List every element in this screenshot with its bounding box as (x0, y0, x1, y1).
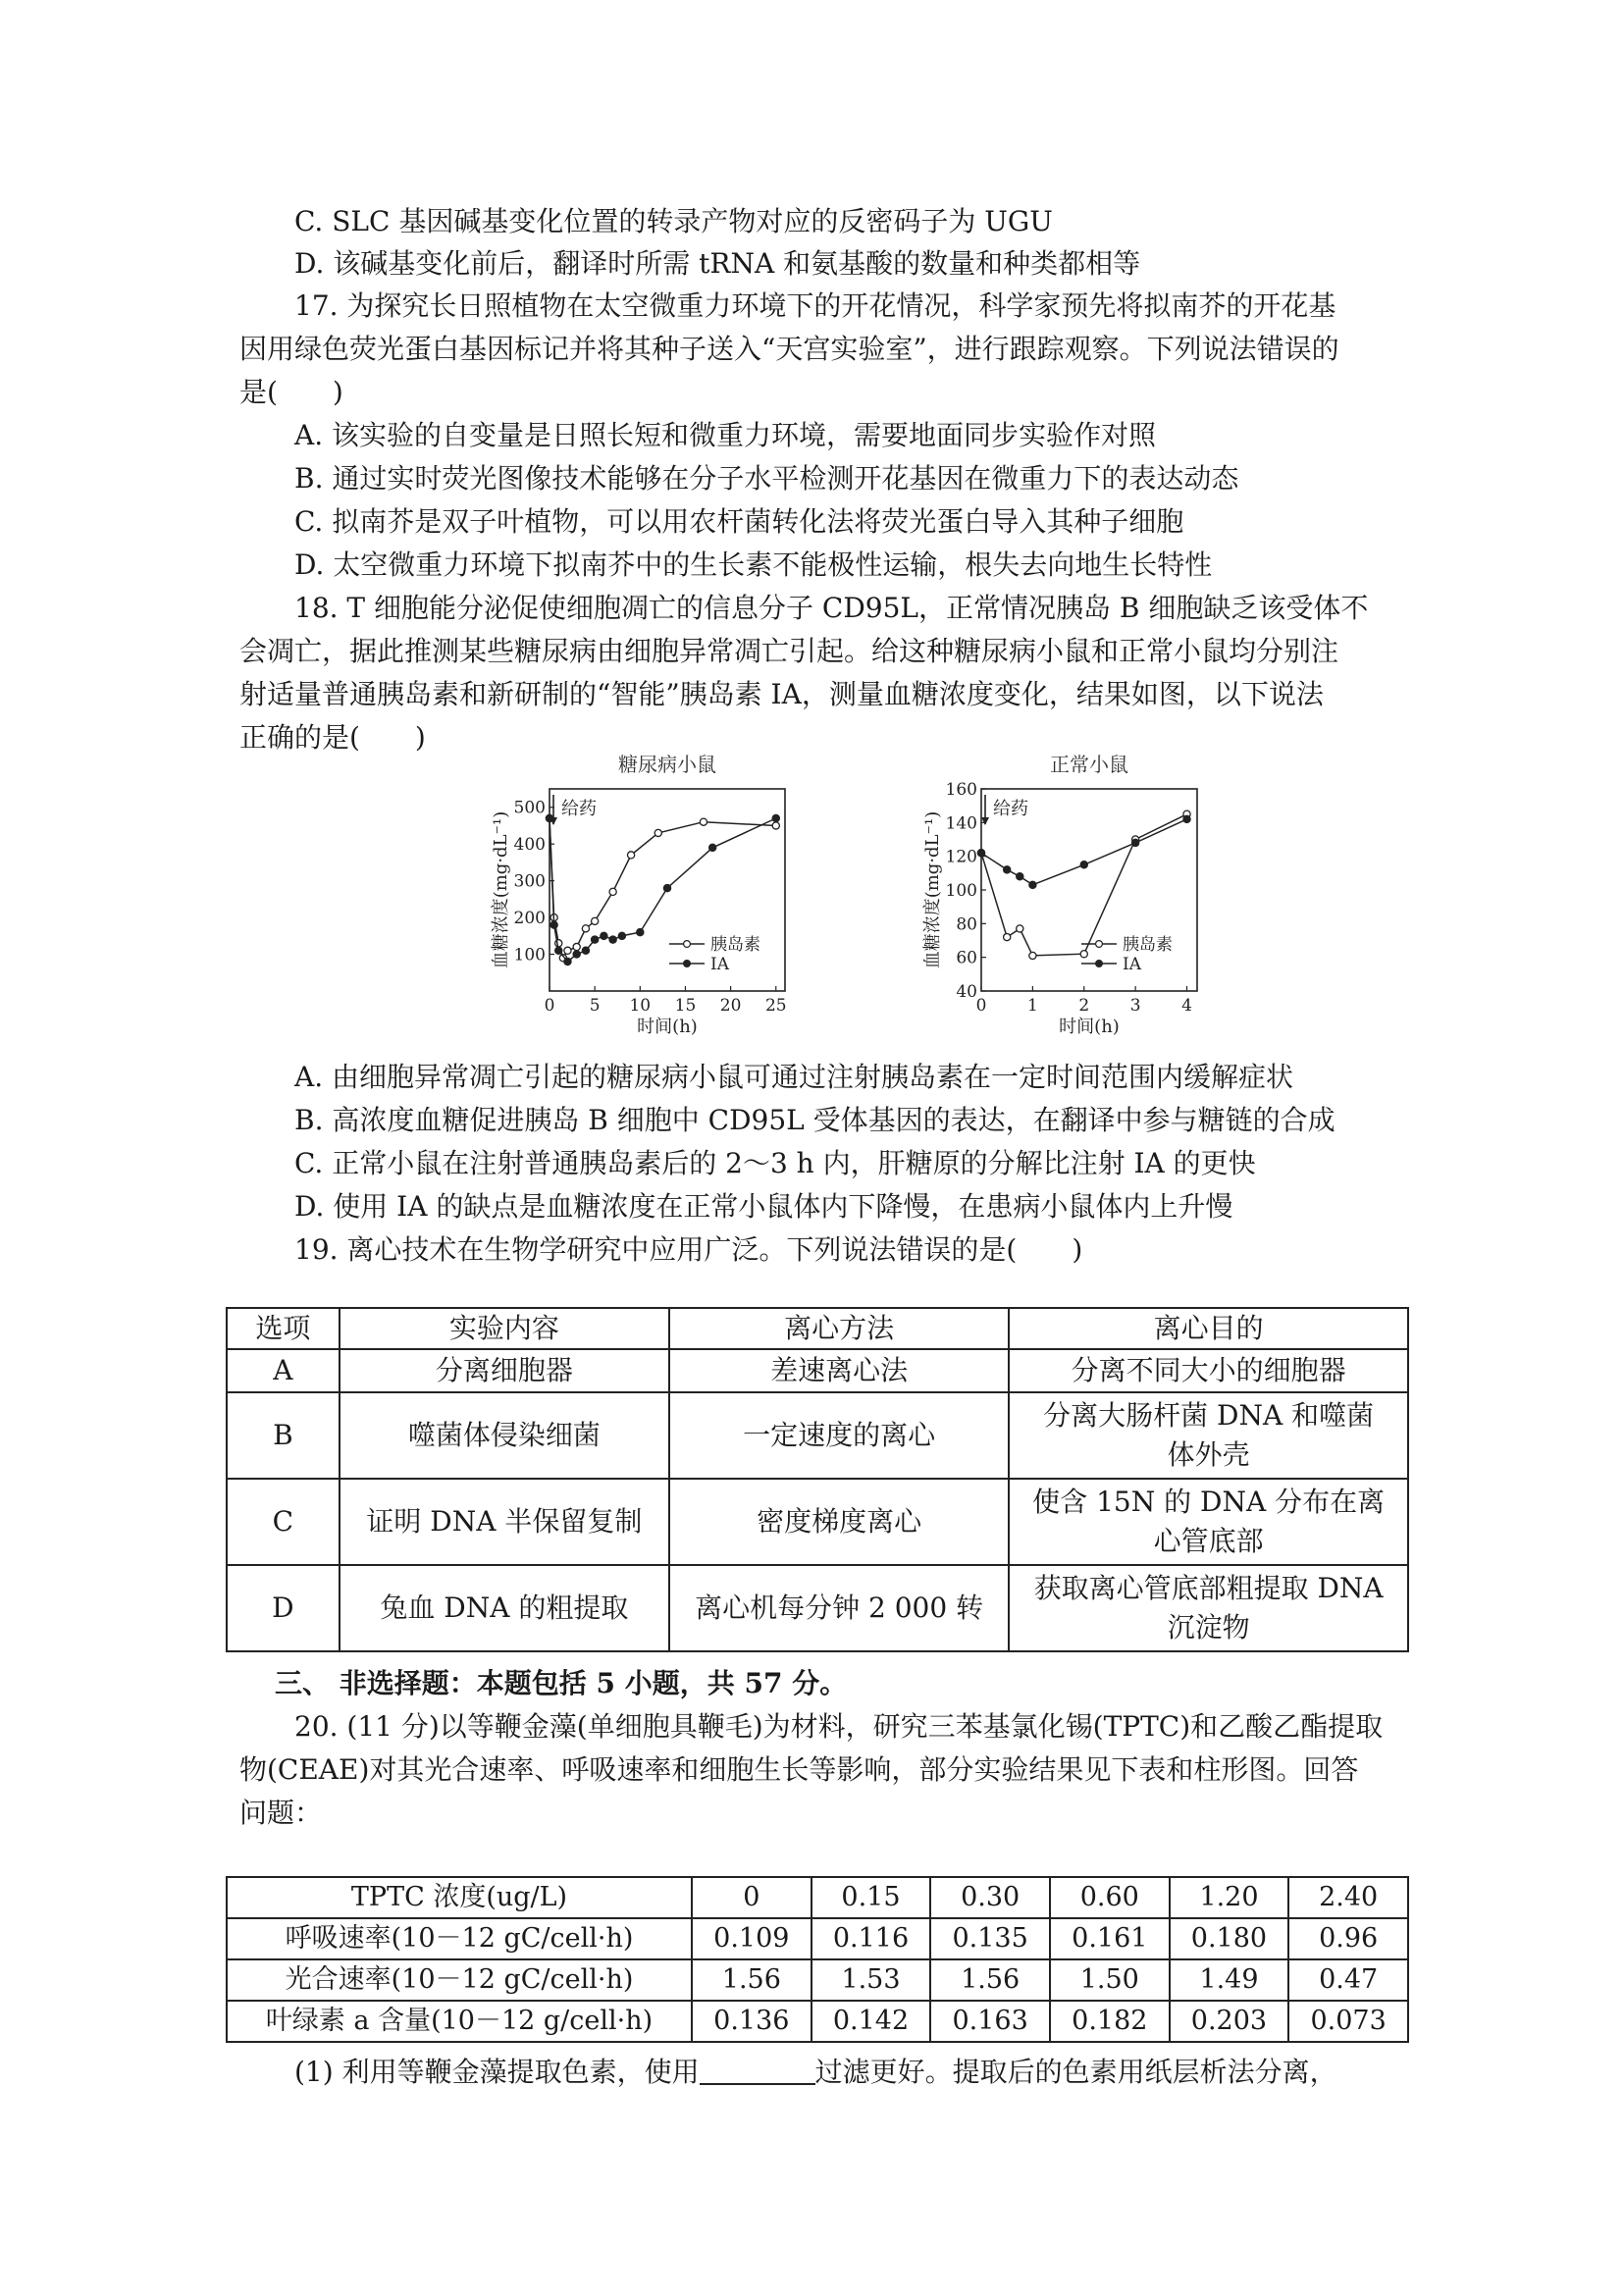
q17-stem-2: 因用绿色荧光蛋白基因标记并将其种子送入“天宫实验室”，进行跟踪观察。下列说法错误的 (239, 333, 1339, 365)
data-point-insulin (592, 917, 599, 924)
data-point-ia (573, 951, 580, 958)
y-tick-label: 140 (945, 813, 977, 834)
data-point-insulin (573, 943, 580, 950)
data-point-ia (1183, 815, 1190, 822)
q17-option-a: A. 该实验的自变量是日照长短和微重力环境，需要地面同步实验作对照 (294, 419, 1157, 451)
table-cell: TPTC 浓度(ug/L) (227, 1877, 692, 1918)
header-cell: 离心方法 (669, 1308, 1009, 1349)
table-cell: 1.56 (930, 1959, 1050, 2001)
table-cell: 0.180 (1170, 1918, 1289, 1959)
q18-stem-3: 射适量普通胰岛素和新研制的“智能”胰岛素 IA，测量血糖浓度变化，结果如图，以下说法 (239, 678, 1324, 710)
option-c-q16: C. SLC 基因碱基变化位置的转录产物对应的反密码子为 UGU (294, 205, 1053, 237)
y-tick-label: 300 (513, 871, 546, 892)
y-tick-label: 400 (513, 835, 546, 856)
legend-label: IA (1123, 955, 1141, 974)
data-point-insulin (582, 925, 589, 932)
q20-part1-text-a: (1) 利用等鞭金藻提取色素，使用 (294, 2056, 700, 2088)
data-point-ia (609, 936, 616, 943)
chart-title: 正常小鼠 (1050, 754, 1128, 776)
data-point-ia (977, 850, 984, 857)
table-cell: 密度梯度离心 (669, 1479, 1009, 1565)
table-row (227, 1392, 1408, 1479)
data-point-ia (555, 947, 562, 954)
table-cell: 0.142 (812, 2001, 931, 2042)
q17-stem-3: 是( ) (239, 376, 343, 408)
x-axis-label: 时间(h) (637, 1017, 698, 1037)
data-point-ia (592, 936, 599, 943)
table-cell (1009, 1392, 1408, 1479)
table-cell: 呼吸速率(10－12 gC/cell·h) (227, 1918, 692, 1959)
data-point-ia (1132, 839, 1139, 846)
data-point-insulin (564, 947, 571, 954)
table-cell: 0.161 (1050, 1918, 1170, 1959)
table-cell: 分离细胞器 (340, 1349, 669, 1392)
data-point-ia (550, 921, 557, 928)
table-cell: 0.203 (1170, 2001, 1289, 2042)
table-cell: 光合速率(10－12 gC/cell·h) (227, 1959, 692, 2001)
table-cell: 0 (692, 1877, 812, 1918)
data-point-ia (618, 932, 625, 939)
q20-part1-text-b: 过滤更好。提取后的色素用纸层析法分离， (814, 2056, 1337, 2088)
x-tick-label: 3 (1129, 996, 1141, 1016)
table-cell: 0.60 (1050, 1877, 1170, 1918)
table-cell: 0.116 (812, 1918, 931, 1959)
table-row (227, 1349, 1408, 1392)
q17-option-d: D. 太空微重力环境下拟南芥中的生长素不能极性运输，根失去向地生长特性 (294, 548, 1213, 581)
table-cell: B (227, 1392, 340, 1479)
y-tick-label: 80 (956, 914, 977, 935)
table-header-row (227, 1308, 1408, 1349)
data-point-insulin (627, 852, 634, 859)
table-cell: C (227, 1479, 340, 1565)
dosing-annotation: 给药 (993, 799, 1028, 819)
table-cell: 1.49 (1170, 1959, 1289, 2001)
q18-stem-1: 18. T 细胞能分泌促使细胞凋亡的信息分子 CD95L，正常情况胰岛 B 细胞缺乏该受体不 (294, 592, 1369, 624)
table-row (227, 1479, 1408, 1565)
data-point-ia (1017, 873, 1023, 880)
y-axis-label: 血糖浓度(mg·dL⁻¹) (491, 810, 511, 969)
normal-mice-chart (893, 754, 1227, 1048)
data-point-ia (709, 844, 716, 851)
table-cell: 0.136 (692, 2001, 812, 2042)
q18-stem-4: 正确的是( ) (239, 721, 426, 754)
data-point-insulin (772, 822, 779, 829)
y-tick-label: 100 (513, 945, 546, 965)
data-point-ia (772, 814, 779, 821)
table-cell: 0.182 (1050, 2001, 1170, 2042)
header-cell: 实验内容 (340, 1308, 669, 1349)
legend-label: 胰岛素 (710, 935, 760, 955)
data-point-ia (564, 958, 571, 965)
data-point-ia (1080, 861, 1087, 868)
section-three-heading: 三、 非选择题：本题包括 5 小题，共 57 分。 (275, 1667, 848, 1699)
data-point-ia (546, 814, 552, 821)
data-point-ia (1004, 866, 1011, 873)
cell-text: 使含 15N 的 DNA 分布在离心管底部 (1032, 1486, 1386, 1557)
data-point-insulin (609, 888, 616, 895)
legend-marker (684, 941, 691, 948)
table-row (227, 1959, 1408, 2001)
table-row (227, 1565, 1408, 1651)
table-cell: D (227, 1565, 340, 1651)
data-point-ia (1029, 881, 1036, 888)
table-cell (1009, 1479, 1408, 1565)
table-cell: 0.30 (930, 1877, 1050, 1918)
table-row (227, 2001, 1408, 2042)
legend-marker (684, 961, 691, 967)
x-tick-label: 1 (1026, 996, 1038, 1016)
table-cell: 0.47 (1288, 1959, 1408, 2001)
table-cell: 离心机每分钟 2 000 转 (669, 1565, 1009, 1651)
x-tick-label: 5 (589, 996, 601, 1016)
q17-stem-1: 17. 为探究长日照植物在太空微重力环境下的开花情况，科学家预先将拟南芥的开花基 (294, 289, 1336, 322)
table-cell: 1.50 (1050, 1959, 1170, 2001)
data-point-insulin (654, 829, 661, 836)
x-tick-label: 4 (1181, 996, 1192, 1016)
diabetic-mice-chart (469, 754, 812, 1048)
dosing-annotation: 给药 (561, 799, 597, 819)
q20-part1 (294, 2053, 1337, 2092)
q18-option-c: C. 正常小鼠在注射普通胰岛素后的 2～3 h 内，肝糖原的分解比注射 IA 的更快 (294, 1147, 1256, 1179)
x-tick-label: 25 (764, 996, 787, 1016)
chart-title: 糖尿病小鼠 (618, 754, 716, 776)
table-row (227, 1877, 1408, 1918)
table-cell: 叶绿素 a 含量(10－12 g/cell·h) (227, 2001, 692, 2042)
q18-option-d: D. 使用 IA 的缺点是血糖浓度在正常小鼠体内下降慢，在患病小鼠体内上升慢 (294, 1190, 1233, 1223)
table-cell: 0.96 (1288, 1918, 1408, 1959)
header-cell: 离心目的 (1009, 1308, 1408, 1349)
y-tick-label: 120 (945, 847, 977, 867)
data-point-insulin (1017, 925, 1023, 932)
header-cell: 选项 (227, 1308, 340, 1349)
y-tick-label: 100 (945, 881, 977, 901)
y-tick-label: 40 (956, 982, 977, 1002)
q20-stem-3: 问题： (239, 1797, 323, 1829)
data-point-insulin (700, 818, 707, 825)
legend-marker (1096, 941, 1103, 948)
table-cell: 一定速度的离心 (669, 1392, 1009, 1479)
q19-table (226, 1307, 1409, 1652)
table-cell: 0.073 (1288, 2001, 1408, 2042)
dosing-arrow-head (981, 817, 989, 825)
q20-table (226, 1876, 1409, 2043)
table-cell: 0.163 (930, 2001, 1050, 2042)
q17-option-b: B. 通过实时荧光图像技术能够在分子水平检测开花基因在微重力下的表达动态 (294, 462, 1239, 495)
x-tick-label: 20 (719, 996, 742, 1016)
y-tick-label: 500 (513, 798, 546, 818)
table-cell: 2.40 (1288, 1877, 1408, 1918)
x-tick-label: 0 (975, 996, 987, 1016)
q17-option-c: C. 拟南芥是双子叶植物，可以用农杆菌转化法将荧光蛋白导入其种子细胞 (294, 505, 1184, 538)
y-tick-label: 60 (956, 948, 977, 968)
y-tick-label: 160 (945, 780, 977, 800)
q18-option-a: A. 由细胞异常凋亡引起的糖尿病小鼠可通过注射胰岛素在一定时间范围内缓解症状 (294, 1061, 1294, 1093)
x-tick-label: 15 (674, 996, 697, 1016)
q18-stem-2: 会凋亡，据此推测某些糖尿病由细胞异常凋亡引起。给这种糖尿病小鼠和正常小鼠均分别注 (239, 635, 1339, 667)
data-point-ia (601, 932, 607, 939)
table-cell: 分离不同大小的细胞器 (1009, 1349, 1408, 1392)
answer-blank (700, 2054, 815, 2085)
q18-option-b: B. 高浓度血糖促进胰岛 B 细胞中 CD95L 受体基因的表达，在翻译中参与糖链的合成 (294, 1104, 1335, 1136)
y-axis-label: 血糖浓度(mg·dL⁻¹) (922, 810, 943, 969)
table-cell: 差速离心法 (669, 1349, 1009, 1392)
data-point-insulin (1004, 933, 1011, 940)
legend-label: IA (710, 955, 729, 974)
table-cell: A (227, 1349, 340, 1392)
table-cell: 0.15 (812, 1877, 931, 1918)
data-point-insulin (1029, 952, 1036, 959)
table-cell: 兔血 DNA 的粗提取 (340, 1565, 669, 1651)
legend-marker (1096, 961, 1103, 967)
q20-stem-2: 物(CEAE)对其光合速率、呼吸速率和细胞生长等影响，部分实验结果见下表和柱形图。回答 (239, 1753, 1359, 1786)
x-tick-label: 0 (544, 996, 555, 1016)
cell-text: 获取离心管底部粗提取 DNA 沉淀物 (1033, 1572, 1384, 1644)
data-point-ia (663, 885, 670, 892)
x-axis-label: 时间(h) (1059, 1017, 1120, 1037)
table-cell: 证明 DNA 半保留复制 (340, 1479, 669, 1565)
data-point-ia (637, 928, 644, 935)
table-cell (1009, 1565, 1408, 1651)
table-cell: 1.20 (1170, 1877, 1289, 1918)
table-cell: 0.109 (692, 1918, 812, 1959)
table-cell: 噬菌体侵染细菌 (340, 1392, 669, 1479)
x-tick-label: 10 (629, 996, 652, 1016)
x-tick-label: 2 (1078, 996, 1090, 1016)
table-cell: 1.53 (812, 1959, 931, 2001)
table-cell: 0.135 (930, 1918, 1050, 1959)
cell-text: 分离大肠杆菌 DNA 和噬菌体外壳 (1043, 1399, 1375, 1471)
q19-stem: 19. 离心技术在生物学研究中应用广泛。下列说法错误的是( ) (294, 1233, 1083, 1266)
table-cell: 1.56 (692, 1959, 812, 2001)
option-d-q16: D. 该碱基变化前后，翻译时所需 tRNA 和氨基酸的数量和种类都相等 (294, 247, 1141, 280)
data-point-insulin (1080, 951, 1087, 958)
table-row (227, 1918, 1408, 1959)
q20-stem-1: 20. (11 分)以等鞭金藻(单细胞具鞭毛)为材料，研究三苯基氯化锡(TPTC)和乙酸乙酯提取 (294, 1710, 1384, 1743)
y-tick-label: 200 (513, 909, 546, 929)
data-point-ia (582, 947, 589, 954)
legend-label: 胰岛素 (1123, 935, 1173, 955)
